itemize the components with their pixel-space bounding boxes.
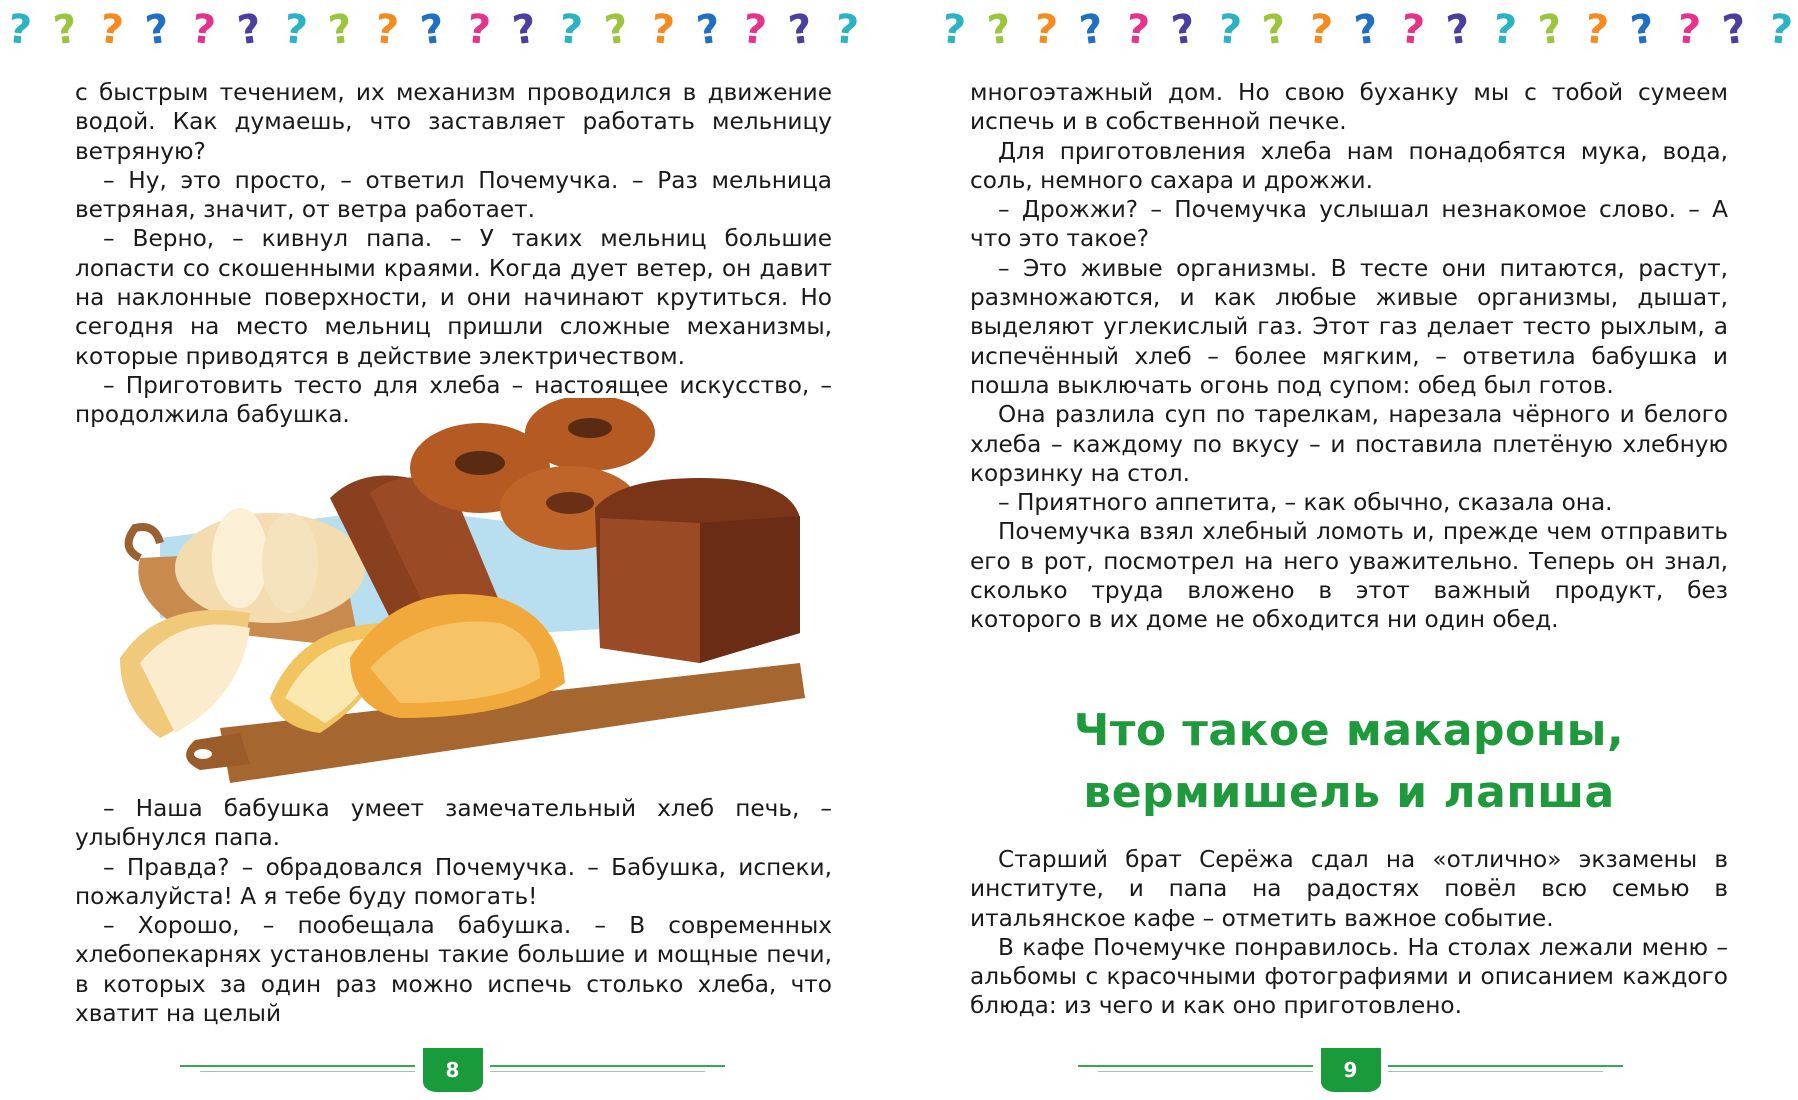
question-mark-icon: ? — [142, 5, 173, 55]
question-mark-icon: ? — [740, 5, 769, 55]
footer-line — [1078, 1065, 1313, 1067]
left-page-text-bottom — [75, 794, 832, 1028]
question-mark-icon: ? — [556, 5, 585, 55]
question-mark-icon: ? — [785, 5, 815, 55]
question-mark-icon: ? — [1031, 5, 1060, 55]
heading-line-2: вермишель и лапша — [1083, 767, 1615, 818]
question-marks-left — [5, 4, 861, 56]
paragraph: с быстрым течением, их механизм проводился в движение водой. Как думаешь, что заставляет работать мельницу ветряную? — [75, 79, 832, 165]
question-mark-icon: ? — [281, 5, 310, 55]
question-mark-icon: ? — [510, 5, 540, 55]
question-mark-icon: ? — [1582, 5, 1611, 55]
page-number: 8 — [423, 1048, 483, 1092]
question-mark-icon: ? — [1260, 5, 1290, 55]
question-mark-icon: ? — [1719, 5, 1749, 55]
question-mark-icon: ? — [1215, 5, 1244, 55]
paragraph: Почемучка взял хлебный ломоть и, прежде чем отправить его в рот, посмотрел на него уважительно. Теперь он знал, сколько труда вложено в этот важный продукт, без которого в их доме не обходится ни один обед. — [970, 518, 1728, 634]
question-mark-icon: ? — [1535, 5, 1566, 55]
footer-line — [1388, 1071, 1603, 1072]
question-mark-icon: ? — [1674, 5, 1703, 55]
paragraph: – Хорошо, – пообещала бабушка. – В современных хлебопекарнях установлены такие большие и мощные печи, в которых за один раз можно испечь столько хлеба, что хватит на целый — [75, 912, 832, 1028]
paragraph: Для приготовления хлеба нам понадобятся мука, вода, соль, немного сахара и дрожжи. — [970, 137, 1728, 194]
question-mark-icon: ? — [189, 5, 218, 55]
question-mark-icon: ? — [939, 5, 968, 55]
footer-line — [1098, 1071, 1313, 1072]
paragraph: – Правда? – обрадовался Почемучка. – Бабушка, испеки, пожалуйста! А я тебе буду помогать! — [75, 853, 832, 910]
paragraph: – Дрожжи? – Почемучка услышал незнакомое слово. – А что это такое? — [970, 196, 1728, 253]
right-page-text-top — [970, 78, 1728, 635]
right-page-footer — [1078, 1048, 1623, 1094]
question-mark-icon: ? — [648, 5, 677, 55]
paragraph: – Приятного аппетита, – как обычно, сказала она. — [998, 489, 1613, 517]
paragraph: В кафе Почемучке понравилось. На столах лежали меню – альбомы с красочными фотографиями и описанием каждого блюда: из чего и как оно приготовлено. — [970, 933, 1728, 1020]
question-mark-icon: ? — [1123, 5, 1152, 55]
footer-line — [490, 1065, 725, 1067]
paragraph: – Приготовить тесто для хлеба – настоящее искусство, – продолжила бабушка. — [75, 371, 832, 429]
paragraph: Старший брат Серёжа сдал на «отлично» экзамены в институте, и папа на радостях повёл всю семью в итальянское кафе – отметить важное событие. — [970, 846, 1728, 932]
question-mark-icon: ? — [418, 5, 448, 55]
question-mark-icon: ? — [1076, 5, 1107, 55]
question-mark-icon: ? — [50, 5, 81, 55]
question-mark-icon: ? — [984, 5, 1015, 55]
paragraph: – Верно, – кивнул папа. – У таких мельниц большие лопасти со скошенными краями. Когда дует ветер, он давит на наклонные поверхности, и они начинают крутиться. Но сегодня на место мельниц пришли сложные механизмы, которые приводятся в действие электричеством. — [75, 225, 832, 370]
section-heading — [970, 700, 1728, 824]
paragraph: – Наша бабушка умеет замечательный хлеб печь, – улыбнулся папа. — [75, 795, 832, 852]
question-mark-icon: ? — [1398, 5, 1427, 55]
question-mark-icon: ? — [97, 5, 126, 55]
question-mark-icon: ? — [832, 5, 861, 55]
question-mark-icon: ? — [1490, 5, 1519, 55]
question-mark-icon: ? — [1444, 5, 1474, 55]
question-mark-icon: ? — [1307, 5, 1335, 55]
question-marks-right — [939, 4, 1795, 56]
right-page-text-bottom — [970, 845, 1728, 1021]
left-page-text-top — [75, 78, 832, 430]
page-number: 9 — [1321, 1048, 1381, 1092]
question-mark-icon: ? — [1352, 5, 1382, 55]
question-mark-icon: ? — [1766, 5, 1795, 55]
question-mark-icon: ? — [373, 5, 401, 55]
question-mark-icon: ? — [1627, 5, 1658, 55]
question-mark-icon: ? — [326, 5, 356, 55]
paragraph: многоэтажный дом. Но свою буханку мы с тобой сумеем испечь и в собственной печке. — [970, 79, 1728, 136]
footer-line — [1388, 1065, 1623, 1067]
question-mark-icon: ? — [464, 5, 493, 55]
bread-illustration — [100, 398, 810, 798]
heading-line-1: Что такое макароны, — [1073, 705, 1625, 756]
footer-line — [490, 1071, 705, 1072]
footer-line — [200, 1071, 415, 1072]
footer-line — [180, 1065, 415, 1067]
left-page-footer — [180, 1048, 725, 1094]
question-mark-icon: ? — [693, 5, 724, 55]
paragraph: Она разлила суп по тарелкам, нарезала чёрного и белого хлеба – каждому по вкусу – и поставила плетёную хлебную корзинку на стол. — [970, 401, 1728, 487]
question-mark-icon: ? — [601, 5, 632, 55]
question-mark-icon: ? — [234, 5, 264, 55]
paragraph: – Это живые организмы. В тесте они питаются, растут, размножаются, и как любые живые организмы, дышат, выделяют углекислый газ. Этот газ делает тесто рыхлым, а испечённый хлеб – более мягким, – ответила бабушка и пошла выключать огонь под супом: обед был готов. — [970, 254, 1728, 399]
paragraph: – Ну, это просто, – ответил Почемучка. – Раз мельница ветряная, значит, от ветра работает. — [75, 166, 832, 224]
question-mark-icon: ? — [1168, 5, 1198, 55]
question-mark-icon: ? — [5, 5, 34, 55]
